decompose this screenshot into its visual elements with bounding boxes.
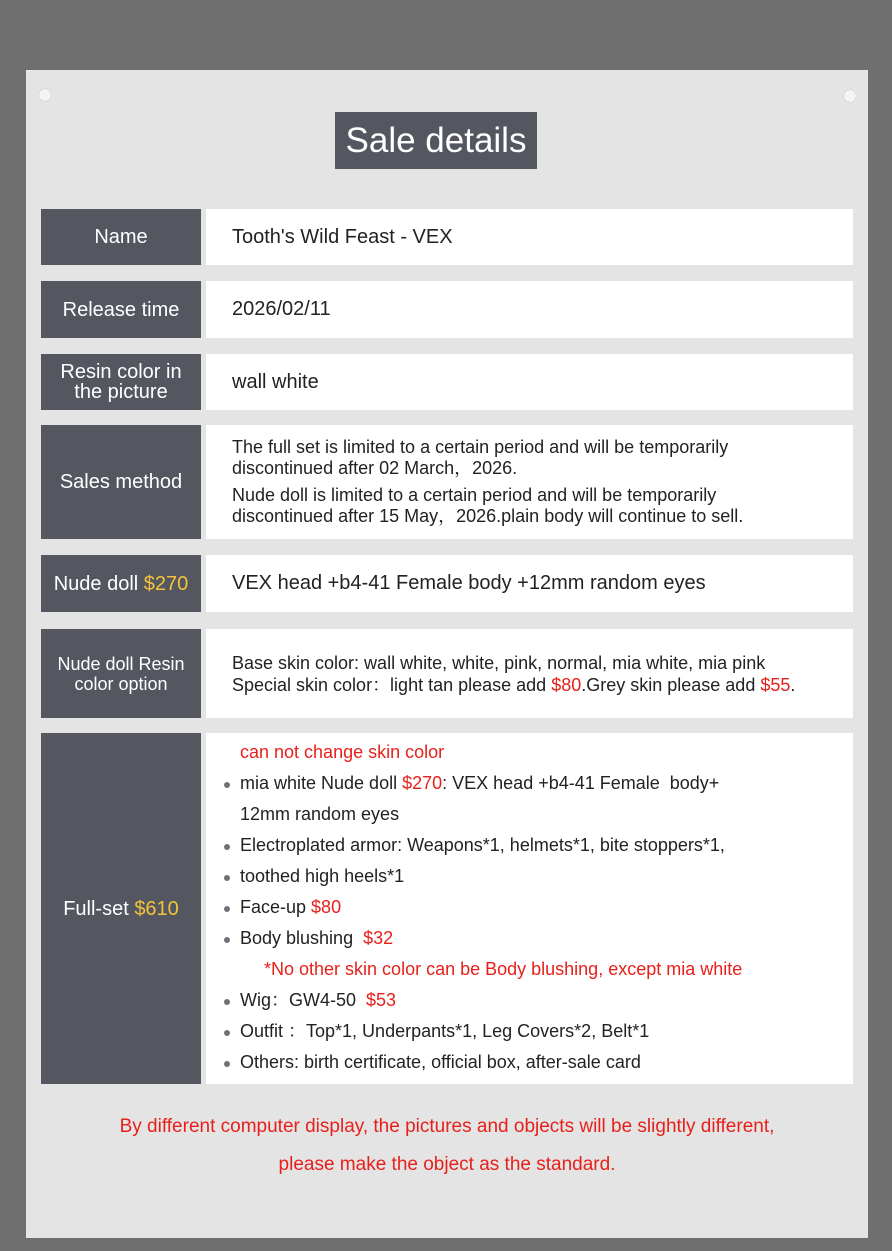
release-value: 2026/02/11 xyxy=(206,281,853,338)
item-price: $53 xyxy=(366,990,397,1010)
row-nude-doll xyxy=(41,555,853,612)
list-item xyxy=(222,923,853,954)
special-text: .Grey skin please add xyxy=(581,674,761,695)
item-text: Face-up xyxy=(240,897,312,917)
row-resin-option xyxy=(41,629,853,718)
row-sales-method xyxy=(41,425,853,539)
full-set-list xyxy=(206,733,853,1084)
item-text: : VEX head +b4-41 Female body+ xyxy=(442,773,720,793)
list-item-continued: 12mm random eyes xyxy=(240,804,400,824)
sales-method-value xyxy=(206,425,853,539)
sales-line: The full set is limited to a certain period and will be temporarily xyxy=(232,437,729,457)
list-item xyxy=(222,768,853,799)
resin-value: wall white xyxy=(206,354,853,410)
sales-method-label: Sales method xyxy=(41,425,201,539)
special-text: . xyxy=(790,674,796,695)
nude-doll-label xyxy=(41,555,201,612)
disclaimer-line1: By different computer display, the pictures and objects will be slightly different, xyxy=(119,1116,775,1137)
list-item xyxy=(222,985,853,1016)
nude-doll-label-text: Nude doll xyxy=(53,572,144,595)
sales-line: discontinued after 15 May，2026.plain body will continue to sell. xyxy=(232,506,744,526)
special-price: $55 xyxy=(760,674,791,695)
sales-line: discontinued after 02 March，2026. xyxy=(232,458,518,478)
row-resin-color xyxy=(41,354,853,410)
resin-label xyxy=(41,354,201,410)
resin-label-line2: the picture xyxy=(74,381,168,403)
full-set-label-text: Full-set xyxy=(63,897,135,920)
item-text: mia white Nude doll xyxy=(240,773,403,793)
release-label: Release time xyxy=(41,281,201,338)
pin-icon xyxy=(844,90,856,102)
pin-icon xyxy=(39,89,51,101)
item-price: $32 xyxy=(363,928,394,948)
list-item: Others: birth certificate, official box, after-sale card xyxy=(222,1047,853,1078)
list-item: toothed high heels*1 xyxy=(222,861,853,892)
item-price: $80 xyxy=(311,897,342,917)
row-full-set xyxy=(41,733,853,1084)
resin-option-label xyxy=(41,629,201,718)
item-text: Wig：GW4-50 xyxy=(240,990,367,1010)
special-text: Special skin color：light tan please add xyxy=(232,674,552,695)
resin-option-label-line2: color option xyxy=(74,673,168,694)
item-price: $270 xyxy=(402,773,443,793)
full-set-label xyxy=(41,733,201,1084)
base-skin-color: Base skin color: wall white, white, pink, normal, mia white, mia pink xyxy=(232,652,766,673)
special-price: $80 xyxy=(551,674,582,695)
list-item: Outfit ：Top*1, Underpants*1, Leg Covers*2, Belt*1 xyxy=(222,1016,853,1047)
sale-details-panel xyxy=(26,70,868,1238)
nude-doll-price: $270 xyxy=(143,572,189,595)
name-label: Name xyxy=(41,209,201,265)
blushing-warning: *No other skin color can be Body blushing, except mia white xyxy=(264,959,743,979)
disclaimer-line2: please make the object as the standard. xyxy=(278,1154,616,1175)
resin-option-label-line1: Nude doll Resin xyxy=(57,653,185,674)
row-release-time xyxy=(41,281,853,338)
list-item xyxy=(222,892,853,923)
disclaimer xyxy=(26,1108,868,1184)
row-name xyxy=(41,209,853,265)
skin-color-note: can not change skin color xyxy=(240,742,445,762)
list-item: Electroplated armor: Weapons*1, helmets*1, bite stoppers*1, xyxy=(222,830,853,861)
special-skin-color xyxy=(232,674,853,696)
resin-label-line1: Resin color in xyxy=(60,361,182,383)
sales-line: Nude doll is limited to a certain period and will be temporarily xyxy=(232,485,717,505)
resin-option-value xyxy=(206,629,853,718)
page-title: Sale details xyxy=(335,112,537,169)
item-text: Body blushing xyxy=(240,928,364,948)
nude-doll-value: VEX head +b4-41 Female body +12mm random eyes xyxy=(206,555,853,612)
full-set-price: $610 xyxy=(134,897,179,920)
name-value: Tooth's Wild Feast - VEX xyxy=(206,209,853,265)
